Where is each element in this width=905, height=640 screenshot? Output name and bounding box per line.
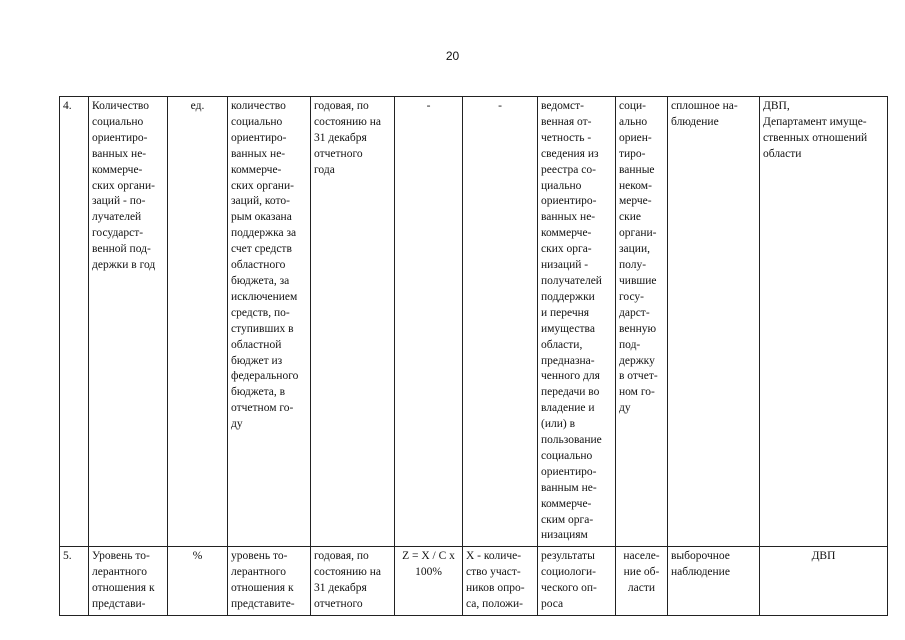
collection-method: сплошное на- блюдение bbox=[668, 97, 760, 547]
data-source: ведомст- венная от- четность - сведения из реестра со- циально ориентиро- ванных не- коммерче- ских орга- низаций - получателей поддержки и перечня имущества области, предназна- ченного для передачи во владение и (или) в пользование социально ориентиро- ванным не- коммерче- ским орга- низациям bbox=[538, 97, 616, 547]
table-row bbox=[60, 547, 888, 616]
unit-of-measure: ед. bbox=[168, 97, 228, 547]
indicator-name: Количество социально ориентиро- ванных не- коммерче- ских органи- заций - по- лучателей государст- венной под- держки в год bbox=[89, 97, 168, 547]
indicator-definition: уровень то- лерантного отношения к представите- bbox=[228, 547, 311, 616]
page-number: 20 bbox=[445, 49, 460, 63]
observed-population: соци- ально ориен- тиро- ванные неком- мерче- ские органи- зации, полу- чившие госу- дарст- венную под- держку в отчет- ном го- ду bbox=[616, 97, 668, 547]
responsible-body: ДВП bbox=[760, 547, 888, 616]
unit-of-measure: % bbox=[168, 547, 228, 616]
basic-indicators: X - количе- ство участ- ников опро- са, положи- bbox=[463, 547, 538, 616]
row-number: 4. bbox=[60, 97, 89, 547]
time-characteristics: годовая, по состоянию на 31 декабря отчетного bbox=[311, 547, 395, 616]
collection-method: выборочное наблюдение bbox=[668, 547, 760, 616]
calculation-formula: Z = X / C x 100% bbox=[395, 547, 463, 616]
basic-indicators: - bbox=[463, 97, 538, 547]
responsible-body: ДВП, Департамент имуще- ственных отношений области bbox=[760, 97, 888, 547]
time-characteristics: годовая, по состоянию на 31 декабря отчетного года bbox=[311, 97, 395, 547]
row-number: 5. bbox=[60, 547, 89, 616]
indicator-definition: количество социально ориентиро- ванных не- коммерче- ских органи- заций, кото- рым оказана поддержка за счет средств областного бюджета, за исключением средств, по- ступивших в областной бюджет из федерального бюджета, в отчетном го- ду bbox=[228, 97, 311, 547]
table-row bbox=[60, 97, 888, 547]
observed-population: населе- ние об- ласти bbox=[616, 547, 668, 616]
indicator-table bbox=[59, 96, 888, 616]
data-source: результаты социологи- ческого оп- роса bbox=[538, 547, 616, 616]
calculation-formula: - bbox=[395, 97, 463, 547]
indicator-name: Уровень то- лерантного отношения к представи- bbox=[89, 547, 168, 616]
